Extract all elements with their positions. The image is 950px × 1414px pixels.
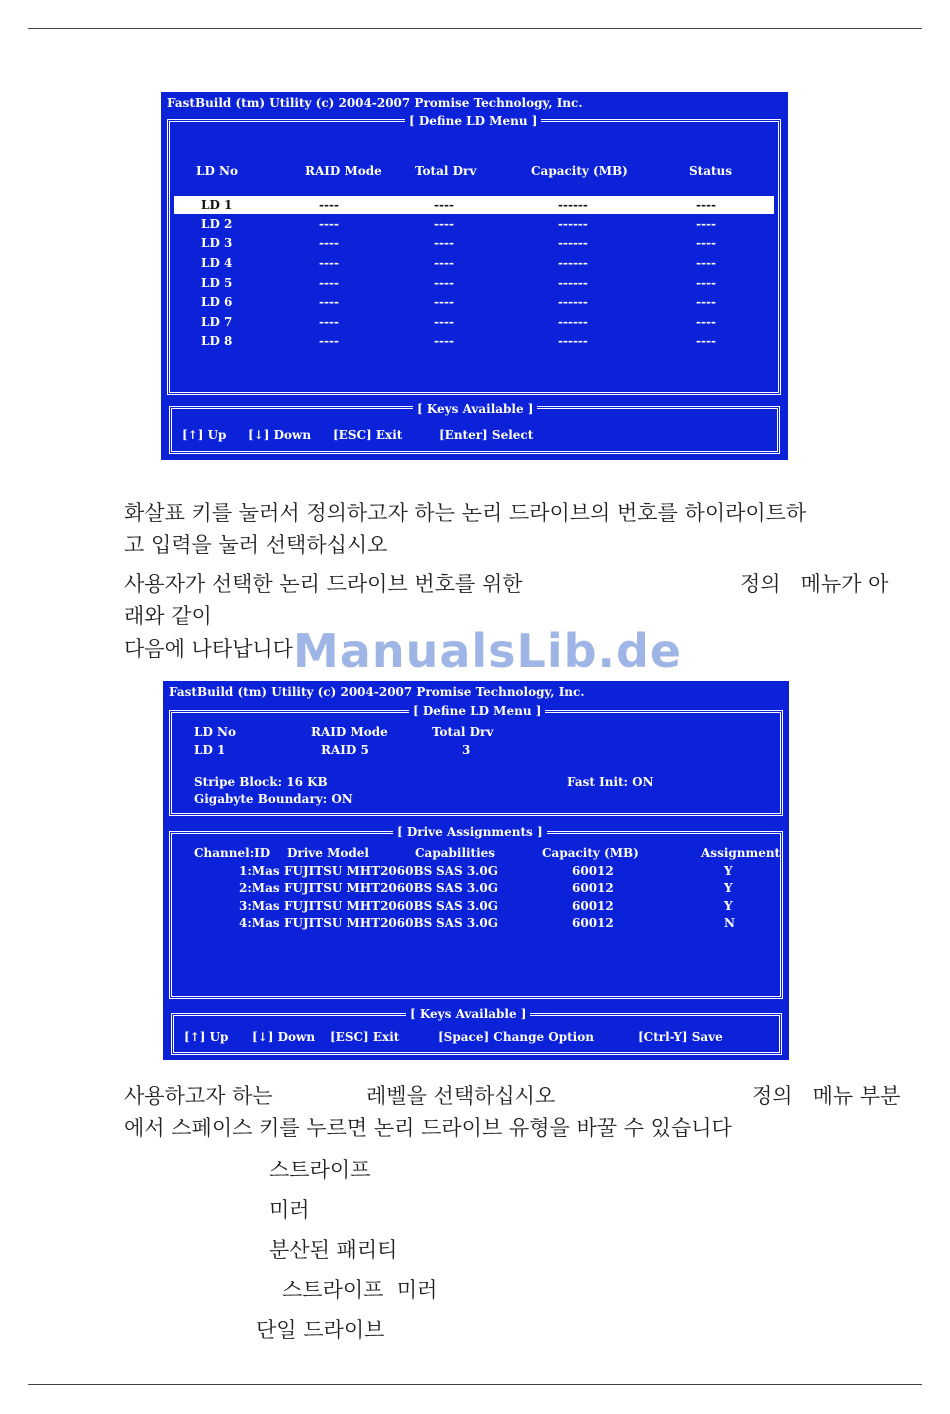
gigabyte-boundary[interactable]: Gigabyte Boundary: ON <box>194 792 353 806</box>
status: ---- <box>696 295 716 309</box>
menu-title: [ Define LD Menu ] <box>405 114 541 128</box>
capacity: ------ <box>558 198 588 212</box>
channel-id: 1:Mas <box>239 864 280 878</box>
key-up: [↑] Up <box>182 428 227 442</box>
assignment[interactable]: N <box>724 916 735 930</box>
assignment[interactable]: Y <box>724 899 733 913</box>
total-drv: ---- <box>434 295 454 309</box>
raid-mode: ---- <box>319 334 339 348</box>
raid-level-line-1a: 사용하고자 하는 <box>124 1084 273 1108</box>
status: ---- <box>696 217 716 231</box>
instruction-line-4: 래와 같이 <box>124 604 212 628</box>
assignment[interactable]: Y <box>724 881 733 895</box>
keys-title: [ Keys Available ] <box>413 402 537 416</box>
col-assignment: Assignment <box>701 846 781 860</box>
key-down: [↓] Down <box>252 1030 316 1044</box>
status: ---- <box>696 236 716 250</box>
col-ld-no: LD No <box>196 164 238 178</box>
assignment[interactable]: Y <box>724 864 733 878</box>
raid-option-mirror: 미러 <box>269 1198 310 1222</box>
capacity: ------ <box>558 334 588 348</box>
raid-option-stripe: 스트라이프 <box>269 1158 371 1182</box>
selected-row-highlight <box>174 196 774 214</box>
status: ---- <box>696 315 716 329</box>
raid-level-line-1b: 레벨을 선택하십시오 <box>366 1084 556 1108</box>
capacity: ------ <box>558 295 588 309</box>
raid-mode-value[interactable]: RAID 5 <box>321 743 369 757</box>
capabilities: SAS 3.0G <box>436 864 498 878</box>
define-ld-menu-screen <box>161 92 788 460</box>
total-drv: ---- <box>434 276 454 290</box>
key-ctrl-y: [Ctrl-Y] Save <box>638 1030 723 1044</box>
ld-number: LD 6 <box>201 295 233 309</box>
drive-assignments-title: [ Drive Assignments ] <box>393 825 547 839</box>
keys-title: [ Keys Available ] <box>406 1007 530 1021</box>
status: ---- <box>696 334 716 348</box>
raid-mode: ---- <box>319 198 339 212</box>
ld-number: LD 7 <box>201 315 233 329</box>
key-down: [↓] Down <box>248 428 312 442</box>
total-drv: ---- <box>434 198 454 212</box>
instruction-line-3b: 정의 메뉴가 아 <box>740 572 889 596</box>
ld-number: LD 2 <box>201 217 233 231</box>
raid-mode: ---- <box>319 256 339 270</box>
stripe-block[interactable]: Stripe Block: 16 KB <box>194 775 328 789</box>
total-drv-value: 3 <box>462 743 471 757</box>
ld-number: LD 4 <box>201 256 233 270</box>
ld-list-frame <box>167 119 781 395</box>
total-drv: ---- <box>434 217 454 231</box>
raid-option-single-drive: 단일 드라이브 <box>256 1318 385 1342</box>
col-raid-mode: RAID Mode <box>305 164 382 178</box>
total-drv: ---- <box>434 334 454 348</box>
instruction-line-1: 화살표 키를 눌러서 정의하고자 하는 논리 드라이브의 번호를 하이라이트하 <box>124 501 807 525</box>
raid-level-line-2: 에서 스페이스 키를 누르면 논리 드라이브 유형을 바꿀 수 있습니다 <box>124 1116 732 1140</box>
col-capacity: Capacity (MB) <box>542 846 639 860</box>
channel-id: 4:Mas <box>239 916 280 930</box>
total-drv: ---- <box>434 256 454 270</box>
ld-no-value: LD 1 <box>194 743 226 757</box>
col-channel-id: Channel:ID <box>194 846 271 860</box>
define-ld-detail-screen <box>163 681 789 1060</box>
instruction-line-2: 고 입력을 눌러 선택하십시오 <box>124 533 388 557</box>
capacity: ------ <box>558 236 588 250</box>
capacity-mb: 60012 <box>572 881 614 895</box>
drive-model: FUJITSU MHT2060BS <box>284 881 433 895</box>
capabilities: SAS 3.0G <box>436 916 498 930</box>
watermark: ManualsLib.de <box>293 624 683 678</box>
ld-number: LD 8 <box>201 334 233 348</box>
key-enter: [Enter] Select <box>439 428 534 442</box>
key-space: [Space] Change Option <box>438 1030 594 1044</box>
raid-option-parity: 분산된 패리티 <box>269 1238 398 1262</box>
ld-number: LD 1 <box>201 198 233 212</box>
ld-number: LD 3 <box>201 236 233 250</box>
total-drv-label: Total Drv <box>432 725 494 739</box>
capabilities: SAS 3.0G <box>436 881 498 895</box>
fast-init[interactable]: Fast Init: ON <box>567 775 654 789</box>
col-drive-model: Drive Model <box>287 846 369 860</box>
raid-mode: ---- <box>319 276 339 290</box>
key-esc: [ESC] Exit <box>333 428 403 442</box>
drive-model: FUJITSU MHT2060BS <box>284 899 433 913</box>
col-capabilities: Capabilities <box>415 846 496 860</box>
status: ---- <box>696 276 716 290</box>
raid-mode: ---- <box>319 315 339 329</box>
key-esc: [ESC] Exit <box>330 1030 400 1044</box>
raid-mode: ---- <box>319 295 339 309</box>
raid-mode-label: RAID Mode <box>311 725 388 739</box>
capacity-mb: 60012 <box>572 899 614 913</box>
instruction-line-3a: 사용자가 선택한 논리 드라이브 번호를 위한 <box>124 572 523 596</box>
capacity: ------ <box>558 276 588 290</box>
ld-no-label: LD No <box>194 725 236 739</box>
instruction-line-5: 다음에 나타납니다 <box>124 637 293 661</box>
utility-header: FastBuild (tm) Utility (c) 2004-2007 Promise Technology, Inc. <box>167 96 583 110</box>
capacity: ------ <box>558 217 588 231</box>
capacity: ------ <box>558 256 588 270</box>
col-status: Status <box>689 164 733 178</box>
raid-option-stripe-mirror: 스트라이프 미러 <box>282 1278 438 1302</box>
channel-id: 3:Mas <box>239 899 280 913</box>
col-capacity: Capacity (MB) <box>531 164 628 178</box>
raid-mode: ---- <box>319 217 339 231</box>
total-drv: ---- <box>434 236 454 250</box>
drive-model: FUJITSU MHT2060BS <box>284 864 433 878</box>
capabilities: SAS 3.0G <box>436 899 498 913</box>
raid-level-line-1c: 정의 메뉴 부분 <box>752 1084 901 1108</box>
ld-number: LD 5 <box>201 276 233 290</box>
drive-model: FUJITSU MHT2060BS <box>284 916 433 930</box>
total-drv: ---- <box>434 315 454 329</box>
capacity-mb: 60012 <box>572 864 614 878</box>
status: ---- <box>696 256 716 270</box>
menu-title: [ Define LD Menu ] <box>409 704 545 718</box>
key-up: [↑] Up <box>184 1030 229 1044</box>
top-rule <box>28 28 922 29</box>
raid-mode: ---- <box>319 236 339 250</box>
capacity: ------ <box>558 315 588 329</box>
col-total-drv: Total Drv <box>415 164 477 178</box>
utility-header: FastBuild (tm) Utility (c) 2004-2007 Promise Technology, Inc. <box>169 685 585 699</box>
capacity-mb: 60012 <box>572 916 614 930</box>
status: ---- <box>696 198 716 212</box>
bottom-rule <box>28 1384 922 1385</box>
channel-id: 2:Mas <box>239 881 280 895</box>
